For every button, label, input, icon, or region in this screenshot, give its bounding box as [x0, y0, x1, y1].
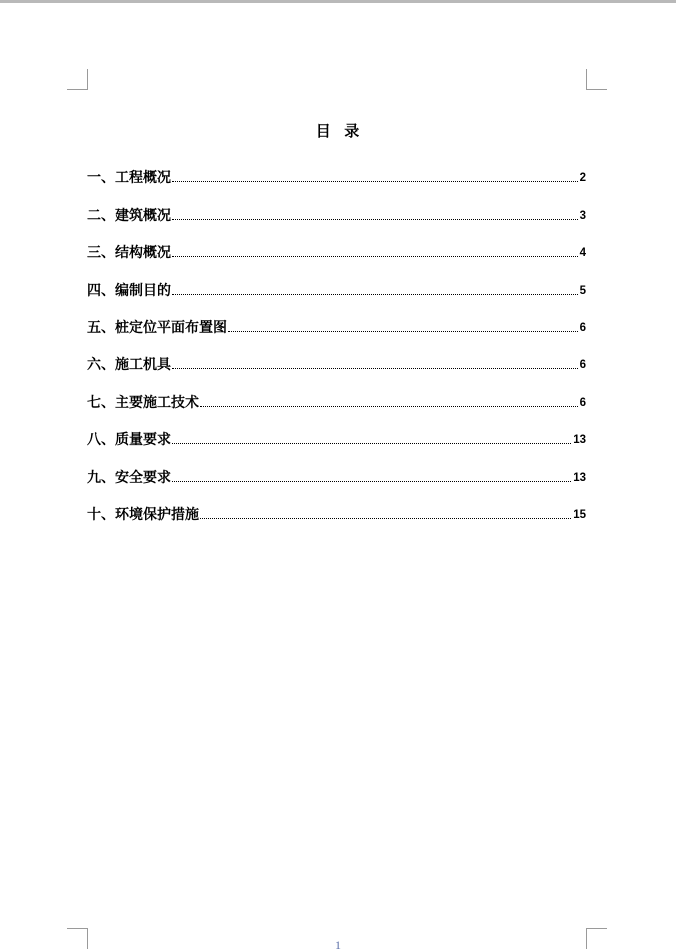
toc-entry[interactable]	[87, 412, 586, 449]
toc-dot-leader	[172, 368, 578, 369]
toc-entry[interactable]	[87, 374, 586, 411]
toc-title: 目 录	[315, 122, 361, 140]
toc-entry-label: 四、编制目的	[87, 282, 171, 299]
toc-entry-label: 八、质量要求	[87, 432, 171, 449]
toc-dot-leader	[172, 181, 578, 182]
toc-entry-page-number: 6	[579, 321, 586, 334]
margin-corner-mark-top-left	[67, 69, 88, 90]
toc-entry-page-number: 6	[579, 396, 586, 409]
toc-entry[interactable]	[87, 262, 586, 299]
toc-dot-leader	[200, 518, 571, 519]
toc-entry-label: 三、结构概况	[87, 245, 171, 262]
toc-entry-page-number: 13	[573, 434, 586, 447]
toc-entry-page-number: 3	[579, 209, 586, 222]
toc-entry-label: 七、主要施工技术	[87, 394, 199, 411]
toc-dot-leader	[228, 331, 578, 332]
toc-entry-label: 十、环境保护措施	[87, 506, 199, 523]
toc-entry[interactable]	[87, 225, 586, 262]
toc-entry[interactable]	[87, 187, 586, 224]
toc-entry[interactable]	[87, 150, 586, 187]
toc-entry-page-number: 15	[573, 508, 586, 521]
margin-corner-mark-top-right	[586, 69, 607, 90]
toc-dot-leader	[172, 294, 578, 295]
toc-dot-leader	[172, 219, 578, 220]
toc-entry-label: 二、建筑概况	[87, 207, 171, 224]
toc-entry-page-number: 6	[579, 359, 586, 372]
toc-entry-label: 六、施工机具	[87, 357, 171, 374]
toc-entry-label: 九、安全要求	[87, 469, 171, 486]
toc-entry-label: 一、工程概况	[87, 170, 171, 187]
toc-entry-page-number: 5	[579, 284, 586, 297]
page-number: 1	[335, 938, 341, 949]
toc-entry-page-number: 4	[579, 247, 586, 260]
toc-dot-leader	[172, 481, 571, 482]
toc-entry-page-number: 2	[579, 172, 586, 185]
toc-list	[87, 150, 586, 524]
toc-dot-leader	[200, 406, 578, 407]
toc-entry[interactable]	[87, 487, 586, 524]
toc-entry-page-number: 13	[573, 471, 586, 484]
toc-entry[interactable]	[87, 337, 586, 374]
toc-dot-leader	[172, 443, 571, 444]
toc-entry[interactable]	[87, 300, 586, 337]
toc-dot-leader	[172, 256, 578, 257]
toc-entry-label: 五、桩定位平面布置图	[87, 319, 227, 336]
toc-entry[interactable]	[87, 449, 586, 486]
